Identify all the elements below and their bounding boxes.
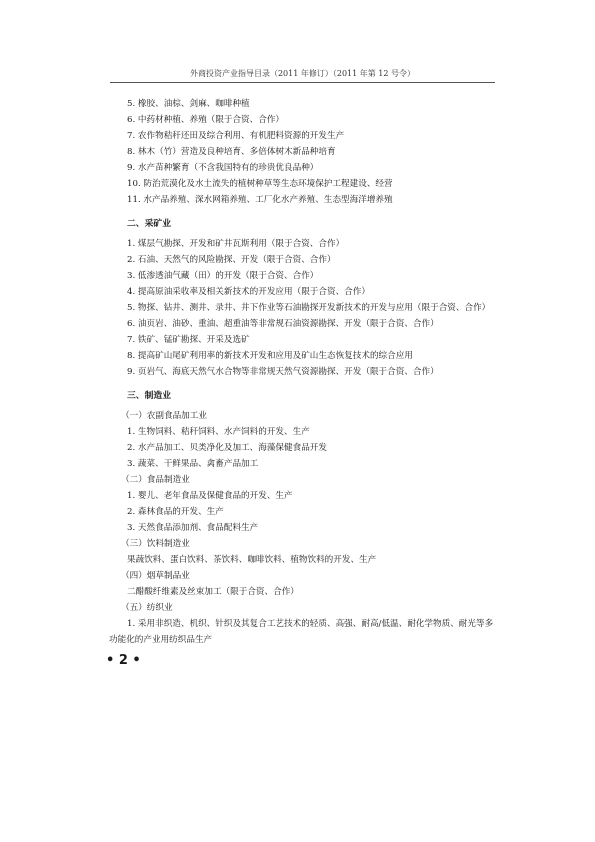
list-item: 1. 婴儿、老年食品及保健食品的开发、生产 bbox=[127, 491, 293, 501]
page-body bbox=[109, 96, 494, 648]
list-item: 2. 水产品加工、贝类净化及加工、海藻保健食品开发 bbox=[127, 443, 327, 453]
list-item: 1. 采用非织造、机织、针织及其复合工艺技术的轻质、高强、耐高/低温、耐化学物质、耐光等多功能化的产业用纺织品生产 bbox=[109, 619, 494, 645]
list-item: 8. 林木（竹）营造及良种培育、多倍体树木新品种培育 bbox=[127, 147, 336, 157]
list-item: 9. 页岩气、海底天然气水合物等非常规天然气资源勘探、开发（限于合资、合作） bbox=[127, 367, 439, 377]
list-item: 9. 水产苗种繁育（不含我国特有的珍贵优良品种） bbox=[127, 163, 319, 173]
subsection-heading: （五）纺织业 bbox=[121, 603, 173, 613]
list-item: 1. 煤层气勘探、开发和矿井瓦斯利用（限于合资、合作） bbox=[127, 239, 345, 249]
header-rule bbox=[110, 82, 495, 83]
list-item: 2. 石油、天然气的风险勘探、开发（限于合资、合作） bbox=[127, 255, 336, 265]
list-item: 4. 提高原油采收率及相关新技术的开发应用（限于合资、合作） bbox=[127, 287, 370, 297]
list-item: 5. 物探、钻井、测井、录井、井下作业等石油勘探开发新技术的开发与应用（限于合资、合作） bbox=[127, 303, 491, 313]
list-item: 3. 天然食品添加剂、食品配料生产 bbox=[127, 523, 259, 533]
list-item: 8. 提高矿山尾矿利用率的新技术开发和应用及矿山生态恢复技术的综合应用 bbox=[127, 351, 413, 361]
subsection-heading: （三）饮料制造业 bbox=[121, 539, 190, 549]
list-item: 7. 农作物秸秆还田及综合利用、有机肥料资源的开发生产 bbox=[127, 131, 345, 141]
paragraph: 果蔬饮料、蛋白饮料、茶饮料、咖啡饮料、植物饮料的开发、生产 bbox=[127, 555, 377, 565]
list-item: 3. 蔬菜、干鲜果品、禽畜产品加工 bbox=[127, 459, 259, 469]
page-number: • 2 • bbox=[106, 653, 141, 668]
list-item: 7. 铁矿、锰矿勘探、开采及选矿 bbox=[127, 335, 250, 345]
subsection-heading: （四）烟草制品业 bbox=[121, 571, 190, 581]
subsection-heading: （二）食品制造业 bbox=[121, 475, 190, 485]
list-item: 2. 森林食品的开发、生产 bbox=[127, 507, 224, 517]
list-item: 6. 油页岩、油砂、重油、超重油等非常规石油资源勘探、开发（限于合资、合作） bbox=[127, 319, 439, 329]
running-header: 外商投资产业指导目录（2011 年修订）（2011 年第 12 号令） bbox=[189, 69, 416, 78]
subsection-heading: （一）农副食品加工业 bbox=[121, 411, 207, 421]
list-item: 11. 水产品养殖、深水网箱养殖、工厂化水产养殖、生态型海洋增养殖 bbox=[127, 195, 393, 205]
list-item: 3. 低渗透油气藏（田）的开发（限于合资、合作） bbox=[127, 271, 319, 281]
list-item: 5. 橡胶、油棕、剑麻、咖啡种植 bbox=[127, 99, 250, 109]
section-heading-mining: 二、采矿业 bbox=[127, 219, 171, 229]
list-item: 10. 防治荒漠化及水土流失的植树种草等生态环境保护工程建设、经营 bbox=[127, 179, 393, 189]
list-item: 6. 中药材种植、养殖（限于合资、合作） bbox=[127, 115, 285, 125]
list-item: 1. 生物饲料、秸秆饲料、水产饲料的开发、生产 bbox=[127, 427, 310, 437]
section-heading-manufacturing: 三、制造业 bbox=[127, 391, 171, 401]
paragraph: 二醋酸纤维素及丝束加工（限于合资、合作） bbox=[127, 587, 299, 597]
